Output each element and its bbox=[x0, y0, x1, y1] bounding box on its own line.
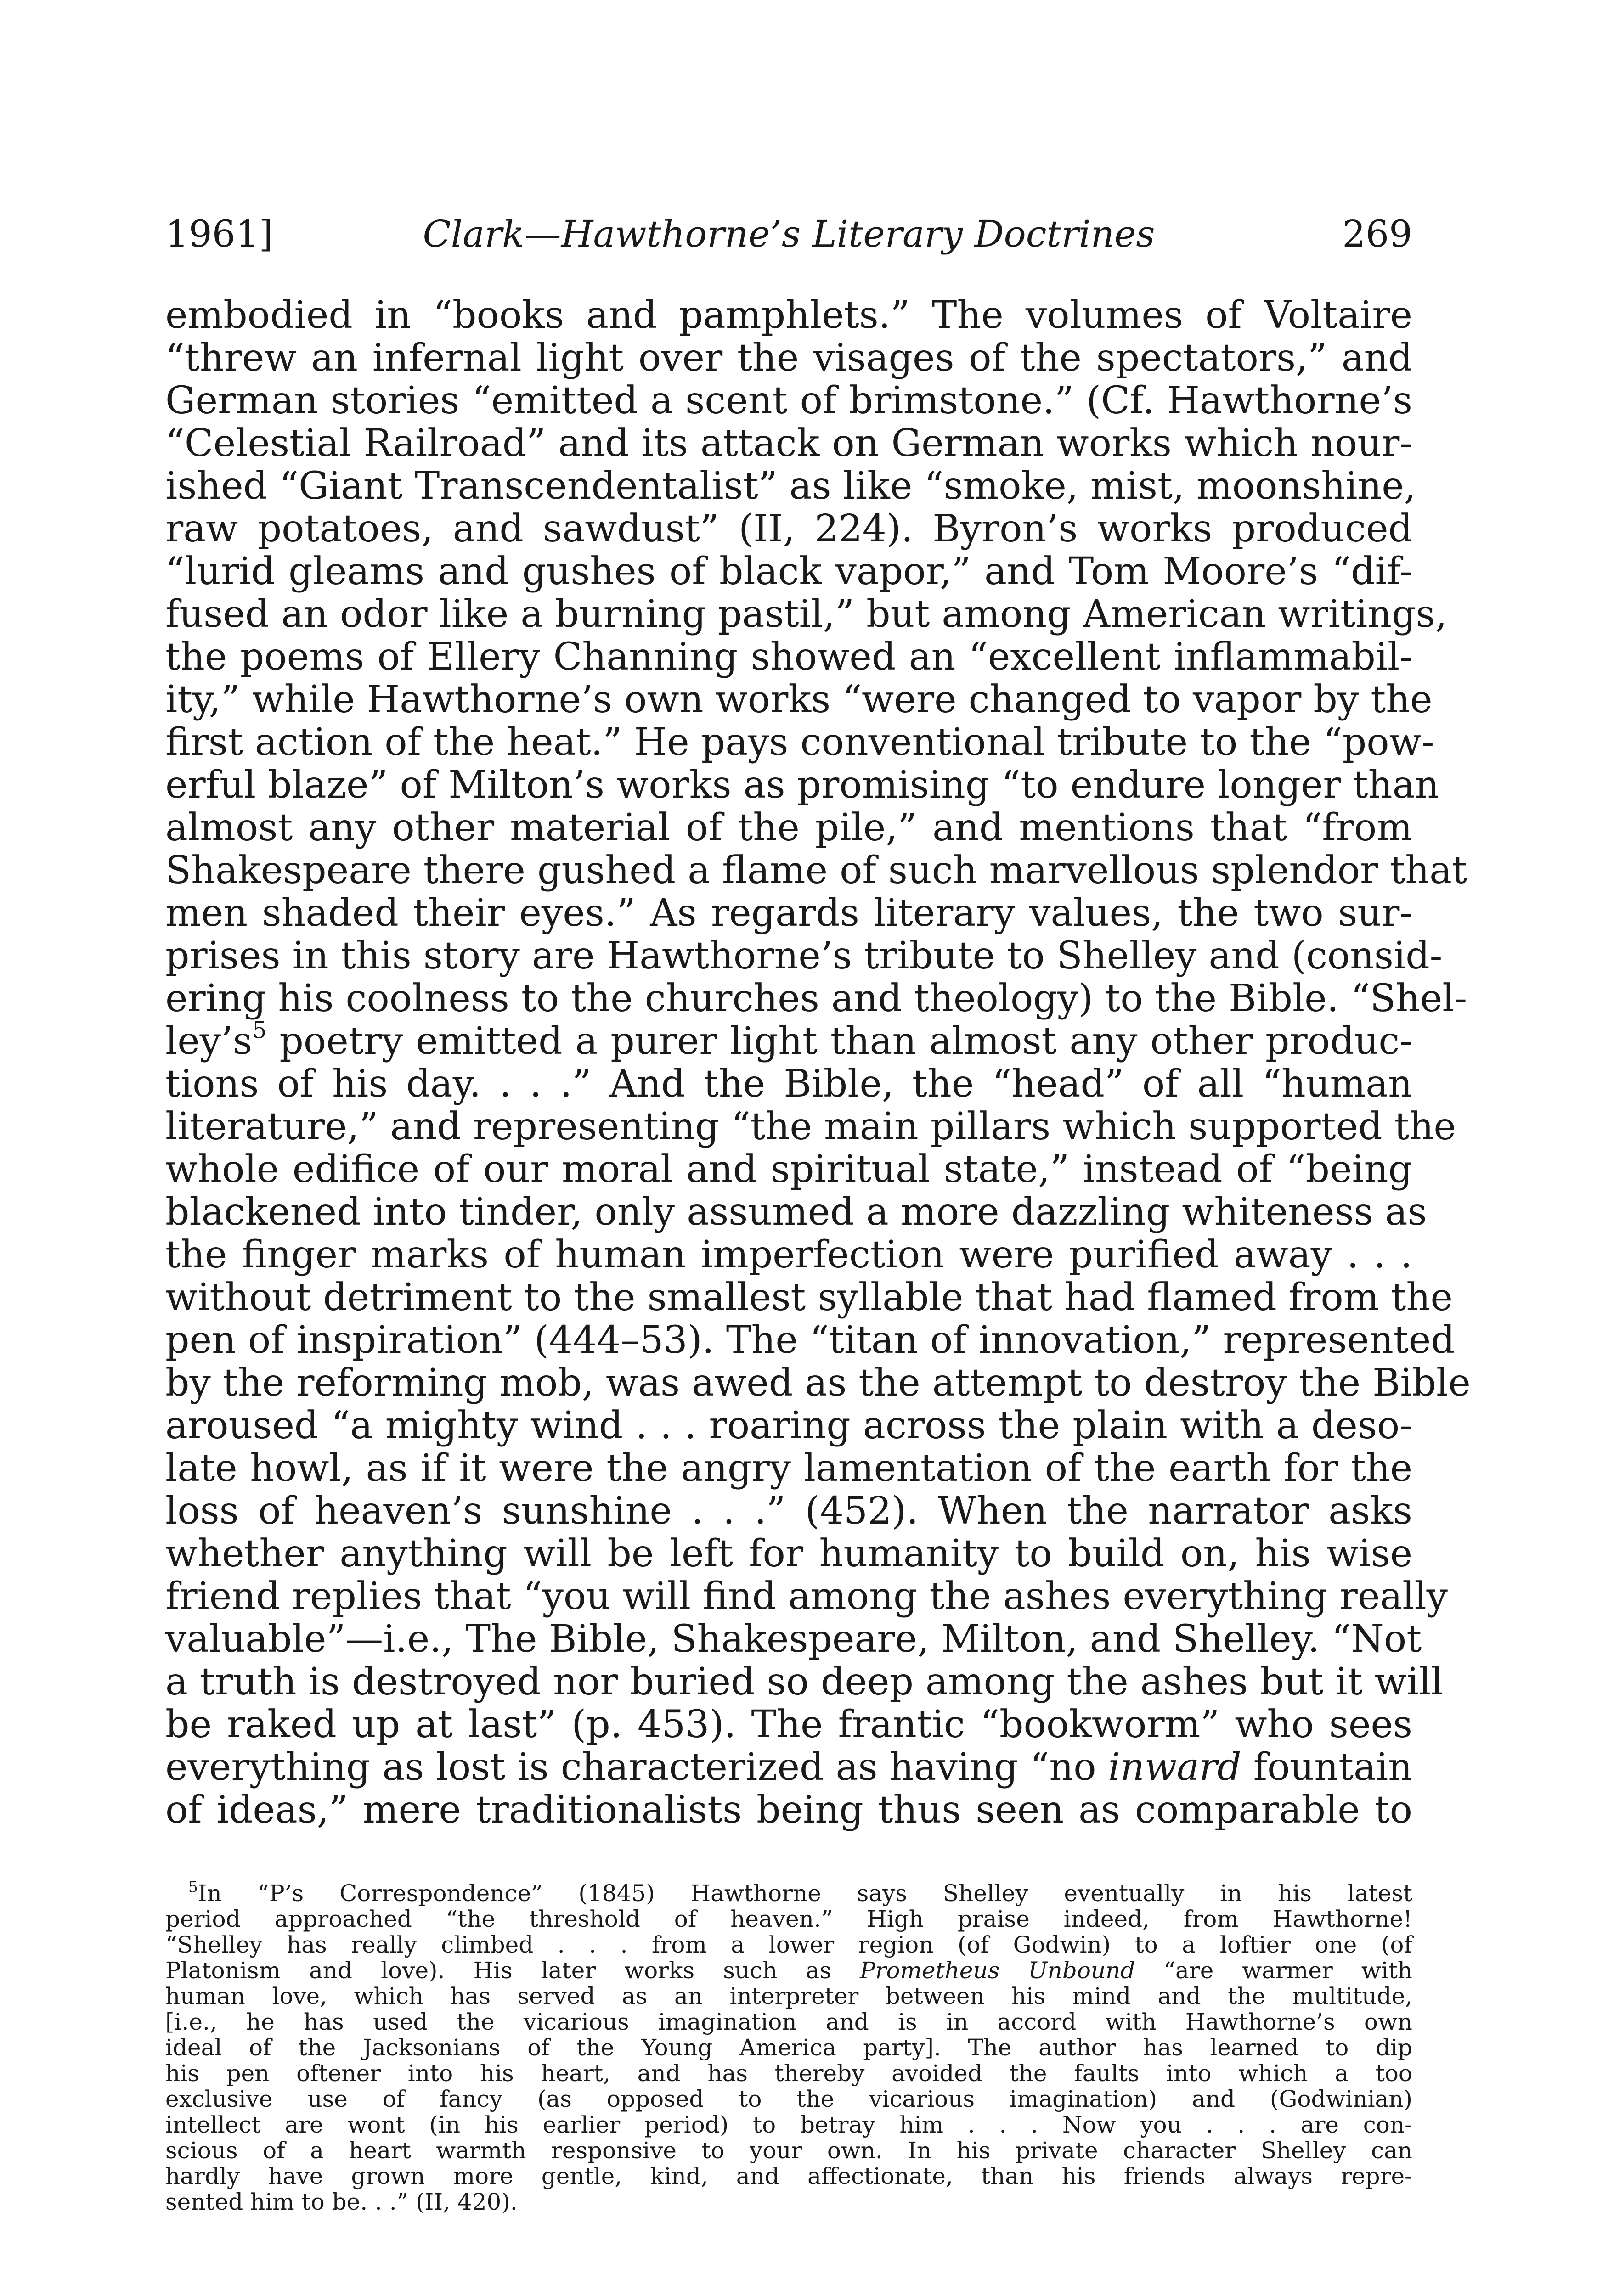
body-line: German stories “emitted a scent of brimstone.” (Cf. Hawthorne’s bbox=[165, 379, 1412, 422]
body-line: be raked up at last” (p. 453). The frantic “bookworm” who sees bbox=[165, 1703, 1412, 1746]
footnote-line: his pen oftener into his heart, and has thereby avoided the faults into which a too bbox=[165, 2060, 1412, 2087]
body-line: Shakespeare there gushed a flame of such marvellous splendor that bbox=[165, 849, 1467, 892]
footnote-line: “Shelley has really climbed . . . from a lower region (of Godwin) to a loftier one (of bbox=[165, 1931, 1412, 1958]
body-line: loss of heaven’s sunshine . . .” (452). When the narrator asks bbox=[165, 1489, 1412, 1533]
footnote-mark: 5 bbox=[188, 1878, 198, 1896]
body-line: men shaded their eyes.” As regards literary values, the two sur- bbox=[165, 891, 1412, 935]
footnote-line: [i.e., he has used the vicarious imagination and is in accord with Hawthorne’s own bbox=[165, 2009, 1412, 2035]
body-line: the finger marks of human imperfection were purified away . . . bbox=[165, 1233, 1412, 1277]
footnote-line: hardly have grown more gentle, kind, and affectionate, than his friends always repre- bbox=[165, 2163, 1412, 2189]
body-line: of ideas,” mere traditionalists being thus seen as comparable to bbox=[165, 1788, 1412, 1832]
body-line: the poems of Ellery Channing showed an “excellent inflammabil- bbox=[165, 635, 1412, 679]
footnote-reference[interactable]: 5 bbox=[252, 1017, 267, 1044]
footnote-text: “are warmer with bbox=[1135, 1957, 1412, 1984]
footnote-line: exclusive use of fancy (as opposed to the vicarious imagination) and (Godwinian) bbox=[165, 2086, 1412, 2112]
footnote-line: ideal of the Jacksonians of the Young America party]. The author has learned to dip bbox=[165, 2034, 1412, 2061]
body-line: whole edifice of our moral and spiritual state,” instead of “being bbox=[165, 1148, 1412, 1191]
body-line: valuable”—i.e., The Bible, Shakespeare, Milton, and Shelley. “Not bbox=[165, 1617, 1422, 1661]
body-line: “lurid gleams and gushes of black vapor,” and Tom Moore’s “dif- bbox=[165, 550, 1412, 593]
body-line: whether anything will be left for humanity to build on, his wise bbox=[165, 1532, 1412, 1576]
line-text: everything as lost is characterized as having “no bbox=[165, 1745, 1108, 1789]
body-line: by the reforming mob, was awed as the attempt to destroy the Bible bbox=[165, 1361, 1471, 1405]
body-line: “Celestial Railroad” and its attack on German works which nour- bbox=[165, 422, 1412, 465]
body-line: first action of the heat.” He pays conventional tribute to the “pow- bbox=[165, 720, 1434, 764]
body-text bbox=[165, 293, 1471, 1832]
body-line: a truth is destroyed nor buried so deep among the ashes but it will bbox=[165, 1660, 1443, 1704]
body-line: without detriment to the smallest syllable that had flamed from the bbox=[165, 1276, 1453, 1319]
body-line: friend replies that “you will find among the ashes everything really bbox=[165, 1575, 1448, 1618]
footnote-line: intellect are wont (in his earlier period) to betray him . . . Now you . . . are con- bbox=[165, 2111, 1412, 2138]
footnote-line: scious of a heart warmth responsive to your own. In his private character Shelley can bbox=[165, 2137, 1412, 2164]
body-line: pen of inspiration” (444–53). The “titan of innovation,” represented bbox=[165, 1318, 1455, 1362]
body-line: tions of his day. . . .” And the Bible, the “head” of all “human bbox=[165, 1062, 1412, 1106]
body-line: literature,” and representing “the main pillars which supported the bbox=[165, 1105, 1456, 1148]
emphasized-word: inward bbox=[1108, 1745, 1241, 1789]
body-line: late howl, as if it were the angry lamentation of the earth for the bbox=[165, 1446, 1412, 1490]
body-line: erful blaze” of Milton’s works as promising “to endure longer than bbox=[165, 763, 1439, 807]
footnote-line bbox=[165, 1880, 1412, 1906]
line-text: poetry emitted a purer light than almost any other produc- bbox=[266, 1019, 1412, 1063]
body-line: ering his coolness to the churches and theology) to the Bible. “Shel- bbox=[165, 977, 1467, 1020]
footnote-line: human love, which has served as an interpreter between his mind and the multitude, bbox=[165, 1983, 1412, 2009]
body-line-with-footnote-mark bbox=[165, 1017, 1412, 1063]
body-line-with-emphasis bbox=[165, 1746, 1412, 1789]
page-number: 269 bbox=[1342, 213, 1412, 255]
footnote-line-with-title bbox=[165, 1958, 1412, 1983]
line-text: ley’s bbox=[165, 1019, 253, 1063]
footnote-text: In “P’s Correspondence” (1845) Hawthorne says Shelley eventually in his latest bbox=[198, 1880, 1412, 1907]
footnote-line: sented him to be. . .” (II, 420). bbox=[165, 2189, 518, 2215]
body-line: fused an odor like a burning pastil,” but among American writings, bbox=[165, 592, 1447, 636]
footnote-text: Platonism and love). His later works such as bbox=[165, 1957, 860, 1984]
body-line: raw potatoes, and sawdust” (II, 224). Byron’s works produced bbox=[165, 507, 1412, 551]
footnote-line: period approached “the threshold of heaven.” High praise indeed, from Hawthorne! bbox=[165, 1906, 1412, 1932]
body-line: prises in this story are Hawthorne’s tribute to Shelley and (consid- bbox=[165, 934, 1443, 978]
body-line: almost any other material of the pile,” and mentions that “from bbox=[165, 806, 1412, 850]
body-line: aroused “a mighty wind . . . roaring across the plain with a deso- bbox=[165, 1404, 1412, 1447]
work-title: Prometheus Unbound bbox=[859, 1957, 1135, 1984]
footnote bbox=[165, 1880, 1412, 2215]
body-line: ity,” while Hawthorne’s own works “were changed to vapor by the bbox=[165, 678, 1433, 721]
body-line: blackened into tinder, only assumed a more dazzling whiteness as bbox=[165, 1190, 1427, 1234]
body-line: ished “Giant Transcendentalist” as like “smoke, mist, moonshine, bbox=[165, 464, 1416, 508]
running-head bbox=[165, 209, 1412, 259]
running-head-year: 1961] bbox=[165, 213, 273, 255]
body-line: “threw an infernal light over the visages of the spectators,” and bbox=[165, 336, 1412, 380]
line-text: fountain bbox=[1241, 1745, 1412, 1789]
body-line: embodied in “books and pamphlets.” The volumes of Voltaire bbox=[165, 293, 1412, 337]
running-head-title: Clark—Hawthorne’s Literary Doctrines bbox=[423, 213, 1155, 255]
